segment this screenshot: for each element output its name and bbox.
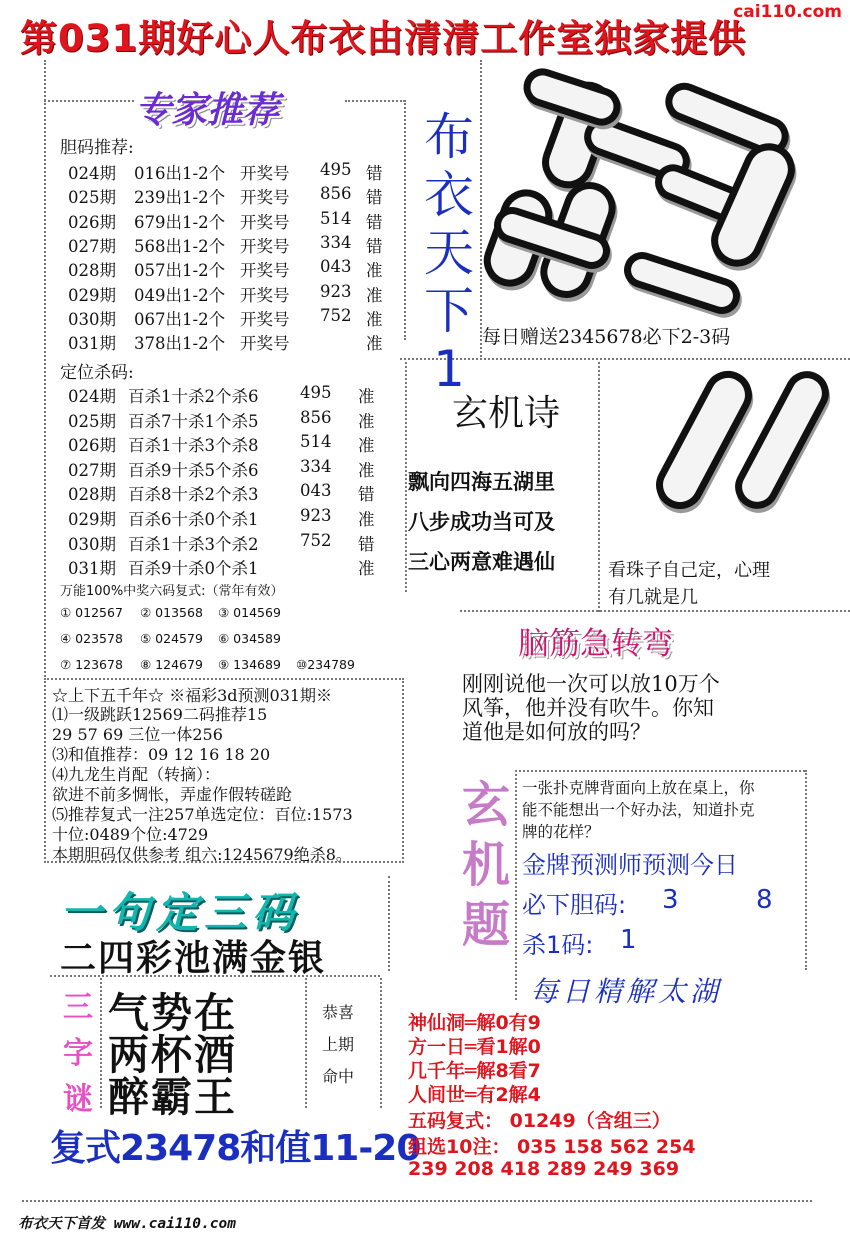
period: 024期 (68, 164, 116, 183)
taihu-line: 神仙洞═解0有9 (408, 1012, 541, 1034)
period: 029期 (68, 285, 116, 305)
divider (805, 770, 807, 970)
status: 错 (366, 212, 383, 232)
divider (598, 362, 600, 612)
six-code: ⑤ 024579 (140, 631, 203, 646)
divider (515, 770, 805, 772)
period: 029期 (68, 510, 116, 529)
big-number-83 (482, 70, 812, 320)
pick: 378出1-2个 (134, 334, 226, 354)
gold-predictor-line: 金牌预测师预测今日 (522, 851, 738, 879)
six-code: ① 012567 (60, 605, 123, 620)
pick: 679出1-2个 (134, 212, 226, 232)
result: 334 (320, 232, 352, 252)
six-code: ③ 014569 (218, 605, 281, 620)
poem-note: 有几就是几 (608, 587, 698, 608)
puzzle-char: 机 (461, 837, 510, 893)
three-char-riddle-label (58, 985, 98, 1123)
puzzle-char: 玄 (461, 777, 510, 833)
status: 准 (366, 334, 383, 354)
one-line-text: 二四彩池满金银 (60, 938, 327, 979)
divider (22, 1200, 812, 1202)
brain-teaser-line: 道他是如何放的吗？ (462, 720, 651, 744)
status: 准 (358, 460, 375, 480)
prediction-line: 欲进不前多惆怅，弄虚作假转磋跄 (52, 785, 293, 804)
site-logo[interactable]: cai110.com (733, 2, 842, 22)
pick: 百杀6十杀0个杀1 (128, 510, 259, 529)
congrats-text: 恭喜 (322, 1003, 355, 1022)
pick: 百杀9十杀0个杀1 (128, 559, 259, 579)
six-code: ⑩234789 (296, 657, 355, 672)
pick: 百杀1十杀2个杀6 (128, 387, 259, 406)
divider (44, 60, 46, 680)
status: 错 (366, 188, 383, 208)
period: 027期 (68, 236, 116, 256)
divider (380, 978, 382, 1108)
expert-title: 专家推荐 (135, 90, 280, 131)
result: 752 (320, 305, 352, 325)
prediction-line: 29 57 69 三位一体256 (52, 725, 223, 744)
poem-note: 看珠子自己定，心理 (608, 560, 770, 581)
status: 错 (358, 534, 375, 554)
six-code: ⑧ 124679 (140, 657, 203, 672)
dan-code-value: 3 (662, 885, 679, 915)
period: 026期 (68, 436, 116, 456)
taihu-line: 几千年═解8看7 (408, 1060, 541, 1082)
puzzle-text: 一张扑克牌背面向上放在桌上，你 (522, 779, 755, 797)
kill-label: 定位杀码: (60, 363, 134, 383)
taihu-title: 每日精解太湖 (530, 975, 723, 1008)
period: 027期 (68, 460, 116, 480)
period: 031期 (68, 559, 116, 579)
tag: 开奖号 (240, 212, 290, 232)
pick: 057出1-2个 (134, 261, 226, 281)
brain-teaser-line: 风筝，他并没有吹牛。你知 (462, 696, 714, 720)
one-line-title: 一句定三码 (60, 888, 301, 937)
result: 514 (320, 208, 352, 228)
brand-vertical (418, 108, 480, 398)
period: 024期 (68, 387, 116, 406)
result: 043 (300, 481, 332, 501)
puzzle-vertical-title (455, 775, 517, 955)
taihu-line: 组选10注： 035 158 562 254 (408, 1136, 696, 1158)
six-code: ④ 023578 (60, 631, 123, 646)
congrats-text: 上期 (322, 1035, 355, 1054)
prediction-line: ⑶和值推荐：09 12 16 18 20 (52, 745, 271, 764)
brand-char: 衣 (424, 166, 474, 224)
period: 025期 (68, 188, 116, 208)
brand-char: 布 (424, 108, 474, 166)
status: 准 (366, 285, 383, 305)
status: 错 (366, 164, 383, 183)
prediction-line: ☆上下五千年☆ ※福彩3d预测031期※ (52, 686, 333, 705)
congrats-text: 命中 (322, 1067, 355, 1086)
riddle-label-char: 三 (63, 990, 93, 1025)
dan-code-label: 必下胆码: (522, 891, 627, 919)
poem-line: 飘向四海五湖里 (408, 470, 555, 494)
riddle-label-char: 字 (63, 1036, 93, 1071)
result: 752 (300, 530, 332, 550)
kill-code-value: 1 (620, 925, 637, 955)
pick: 067出1-2个 (134, 309, 226, 329)
result: 856 (300, 407, 332, 427)
result: 334 (300, 456, 332, 476)
tag: 开奖号 (240, 164, 290, 183)
prediction-line: ⑷九龙生肖配（转摘）： (52, 765, 221, 784)
result: 495 (300, 383, 332, 402)
taihu-line: 239 208 418 289 249 369 (408, 1158, 680, 1180)
tag: 开奖号 (240, 309, 290, 329)
riddle-word: 醉霸王 (108, 1073, 237, 1121)
result: 856 (320, 184, 352, 204)
taihu-line: 五码复式： 01249（含组三） (408, 1110, 671, 1132)
status: 错 (358, 485, 375, 505)
divider (305, 978, 307, 1108)
prediction-line: 本期胆码仅供参考 组六:1245679绝杀8。 (52, 845, 352, 864)
divider (460, 610, 850, 612)
big-number-11 (640, 365, 820, 550)
tag: 开奖号 (240, 188, 290, 208)
result: 043 (320, 257, 352, 277)
footer-text: 布衣天下首发 www.cai110.com (18, 1216, 236, 1232)
riddle-label-char: 谜 (63, 1082, 93, 1117)
divider (404, 100, 406, 340)
tag: 开奖号 (240, 236, 290, 256)
status: 准 (366, 261, 383, 281)
pick: 百杀1十杀3个杀2 (128, 534, 259, 554)
result: 923 (320, 281, 352, 301)
compound-bet: 复式23478和值11-20 (50, 1128, 421, 1169)
pick: 568出1-2个 (134, 236, 226, 256)
period: 030期 (68, 309, 116, 329)
kill-code-label: 杀1码: (522, 931, 594, 959)
pick: 016出1-2个 (134, 164, 226, 183)
poem-title: 玄机诗 (452, 393, 561, 434)
six-code: ⑥ 034589 (218, 631, 281, 646)
period: 028期 (68, 261, 116, 281)
prediction-line: ⑸推荐复式一注257单选定位：百位:1573 (52, 805, 353, 824)
divider (50, 975, 380, 977)
pick: 百杀8十杀2个杀3 (128, 485, 259, 505)
divider (100, 978, 102, 1108)
poem-line: 三心两意难遇仙 (408, 550, 555, 574)
taihu-line: 人间世═有2解4 (408, 1084, 541, 1106)
dan-code-value: 8 (756, 885, 773, 915)
status: 准 (358, 436, 375, 456)
brand-char: 下 (424, 282, 474, 340)
tag: 开奖号 (240, 285, 290, 305)
status: 准 (358, 510, 375, 529)
pick: 百杀9十杀5个杀6 (128, 460, 259, 480)
taihu-line: 方一日═看1解0 (408, 1036, 541, 1058)
result: 923 (300, 506, 332, 525)
puzzle-char: 题 (461, 897, 510, 953)
brain-teaser-line: 刚刚说他一次可以放10万个 (462, 672, 720, 696)
pick: 049出1-2个 (134, 285, 226, 305)
period: 026期 (68, 212, 116, 232)
result: 495 (320, 160, 352, 179)
status: 准 (366, 309, 383, 329)
status: 准 (358, 387, 375, 406)
period: 031期 (68, 334, 116, 354)
daily-gift-text: 每日赠送2345678必下2-3码 (482, 326, 731, 348)
status: 准 (358, 411, 375, 431)
period: 030期 (68, 534, 116, 554)
six-code: ② 013568 (140, 605, 203, 620)
brand-char: 天 (424, 224, 474, 282)
dan-label: 胆码推荐: (60, 138, 134, 158)
prediction-line: 十位:0489个位:4729 (52, 825, 209, 844)
tag: 开奖号 (240, 261, 290, 281)
result: 514 (300, 432, 332, 452)
six-code: ⑦ 123678 (60, 657, 123, 672)
riddle-word: 两杯酒 (108, 1031, 237, 1079)
pick: 百杀1十杀3个杀8 (128, 436, 259, 456)
six-code: ⑨ 134689 (218, 657, 281, 672)
status: 错 (366, 236, 383, 256)
six-code-title: 万能100%中奖六码复式:（常年有效） (60, 584, 284, 599)
period: 025期 (68, 411, 116, 431)
divider (44, 100, 134, 102)
tag: 开奖号 (240, 334, 290, 354)
prediction-line: ⑴一级跳跃12569二码推荐15 (52, 705, 268, 724)
poem-line: 八步成功当可及 (408, 510, 555, 534)
page-title: 第031期好心人布衣由清清工作室独家提供 (20, 17, 747, 60)
puzzle-text: 牌的花样？ (522, 823, 600, 841)
puzzle-text: 能不能想出一个好办法，知道扑克 (522, 801, 755, 819)
divider (345, 100, 405, 102)
riddle-word: 气势在 (108, 989, 237, 1037)
pick: 百杀7十杀1个杀5 (128, 411, 259, 431)
brand-char: 1 (433, 340, 465, 398)
period: 028期 (68, 485, 116, 505)
status: 准 (358, 559, 375, 579)
divider (405, 362, 407, 592)
pick: 239出1-2个 (134, 188, 226, 208)
brain-teaser-title: 脑筋急转弯 (518, 626, 673, 662)
